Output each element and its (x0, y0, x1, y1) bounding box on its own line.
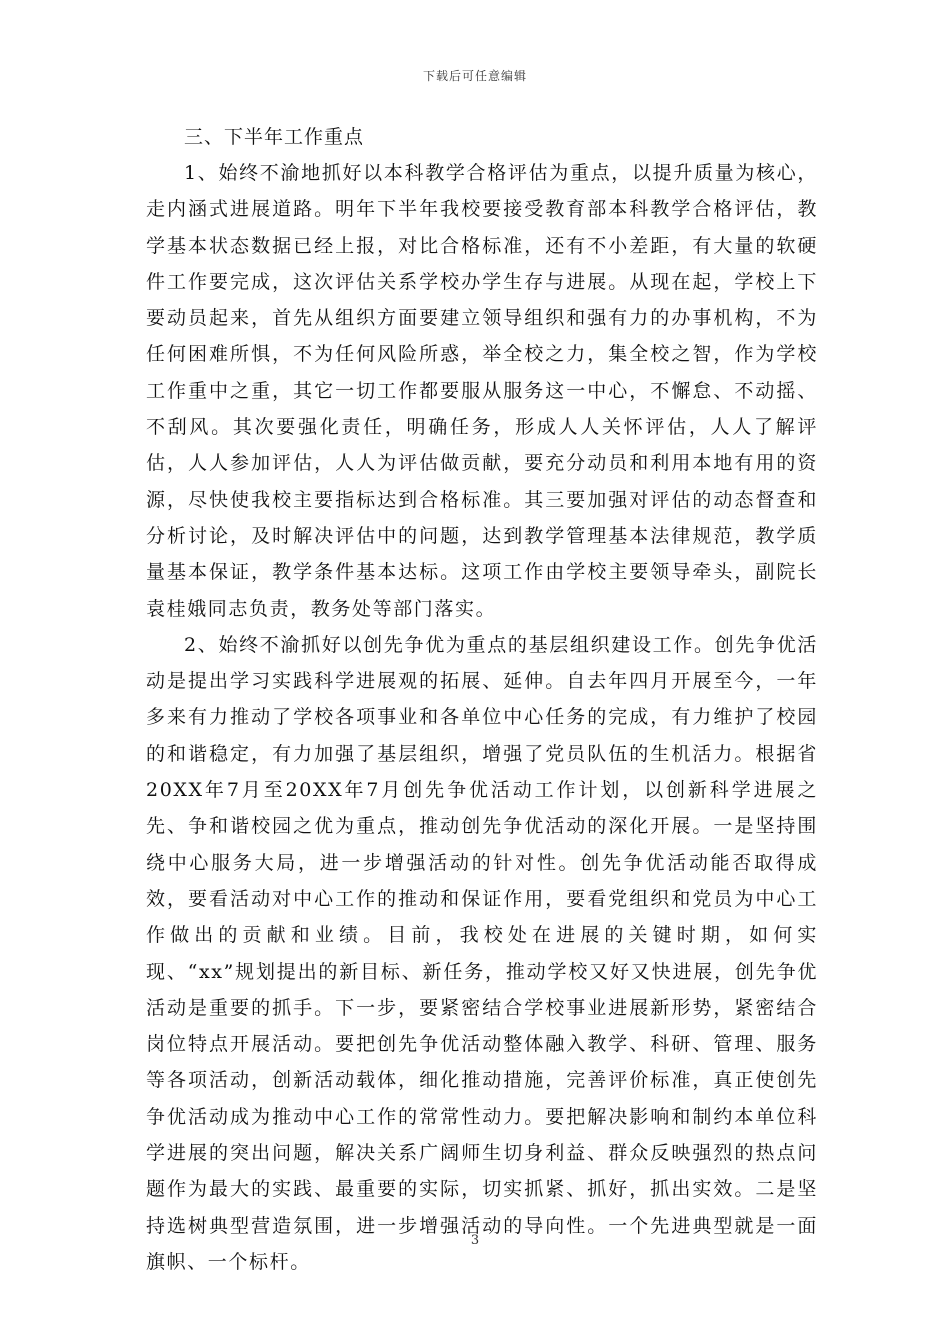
paragraph-1: 1、始终不渝地抓好以本科教学合格评估为重点，以提升质量为核心，走内涵式进展道路。明年下半年我校要接受教育部本科教学合格评估，教学基本状态数据已经上报，对比合格标准，还有不小差距，有大量的软硬件工作要完成，这次评估关系学校办学生存与进展。从现在起，学校上下要动员起来，首先从组织方面要建立领导组织和强有力的办事机构，不为任何困难所惧，不为任何风险所惑，举全校之力，集全校之智，作为学校工作重中之重，其它一切工作都要服从服务这一中心，不懈怠、不动摇、不刮风。其次要强化责任，明确任务，形成人人关怀评估，人人了解评估，人人参加评估，人人为评估做贡献，要充分动员和利用本地有用的资源，尽快使我校主要指标达到合格标准。其三要加强对评估的动态督查和分析讨论，及时解决评估中的问题，达到教学管理基本法律规范，教学质量基本保证，教学条件基本达标。这项工作由学校主要领导牵头，副院长袁桂娥同志负责，教务处等部门落实。 (146, 162, 818, 620)
section-heading: 三、下半年工作重点 (184, 126, 365, 148)
paragraph-2: 2、始终不渝抓好以创先争优为重点的基层组织建设工作。创先争优活动是提出学习实践科学进展观的拓展、延伸。自去年四月开展至今，一年多来有力推动了学校各项事业和各单位中心任务的完成，有力维护了校园的和谐稳定，有力加强了基层组织，增强了党员队伍的生机活力。根据省20XX年7月至20XX年7月创先争优活动工作计划，以创新科学进展之先、争和谐校园之优为重点，推动创先争优活动的深化开展。一是坚持围绕中心服务大局，进一步增强活动的针对性。创先争优活动能否取得成效，要看活动对中心工作的推动和保证作用，要看党组织和党员为中心工作做出的贡献和业绩。目前，我校处在进展的关键时期，如何实现、“xx”规划提出的新目标、新任务，推动学校又好又快进展，创先争优活动是重要的抓手。下一步，要紧密结合学校事业进展新形势，紧密结合岗位特点开展活动。要把创先争优活动整体融入教学、科研、管理、服务等各项活动，创新活动载体，细化推动措施，完善评价标准，真正使创先争优活动成为推动中心工作的常常性动力。要把解决影响和制约本单位科学进展的突出问题，解决关系广阔师生切身利益、群众反映强烈的热点问题作为最大的实践、最重要的实际，切实抓紧、抓好，抓出实效。二是坚持选树典型营造氛围，进一步增强活动的导向性。一个先进典型就是一面旗帜、一个标杆。 (146, 633, 818, 1273)
document-body (146, 119, 818, 1280)
page-number: 3 (470, 1233, 480, 1248)
page-header: 下载后可任意编辑 (422, 69, 527, 83)
